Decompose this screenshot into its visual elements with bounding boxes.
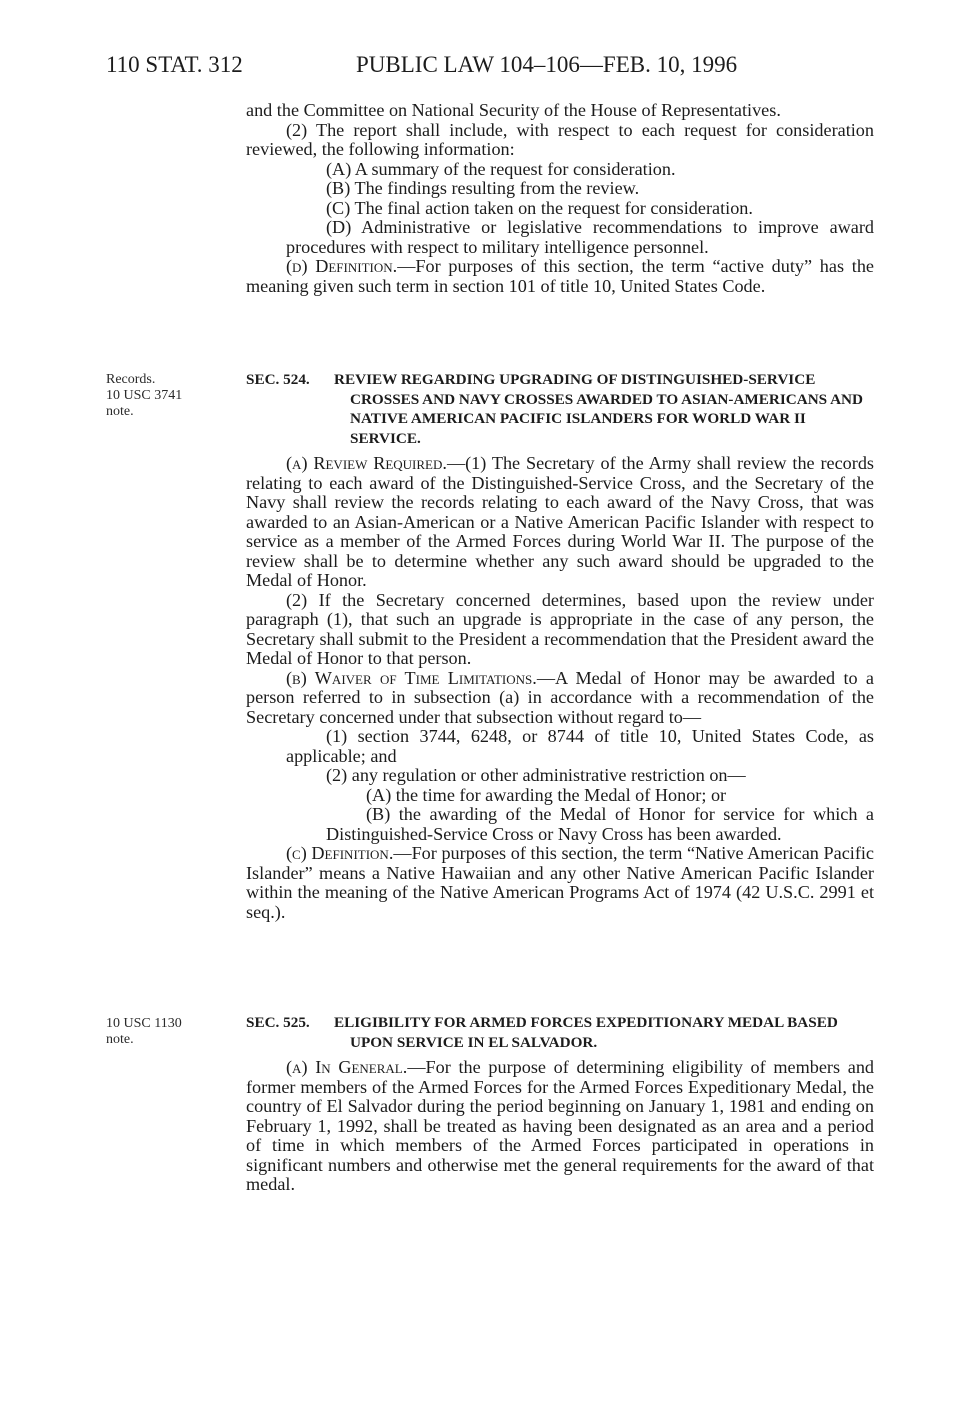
paragraph <box>246 454 874 591</box>
list-item: (D) Administrative or legislative recommendations to improve award procedures with respect to military intelligence personnel. <box>286 217 874 257</box>
margin-note-line: note. <box>106 404 134 419</box>
list-item: (1) section 3744, 6248, or 8744 of title 10, United States Code, as applicable; and <box>286 726 874 766</box>
definition-paragraph <box>246 257 874 296</box>
section-heading-525 <box>246 1013 874 1052</box>
subsection-heading: (a) Review Required. <box>286 453 447 473</box>
list-item: (2) any regulation or other administrative restriction on— <box>326 765 746 785</box>
margin-note-line: note. <box>106 1032 134 1047</box>
list-item: (C) The final action taken on the request for consideration. <box>326 197 753 218</box>
section-title: REVIEW REGARDING UPGRADING OF DISTINGUISHED-SERVICE CROSSES AND NAVY CROSSES AWARDED TO ASIAN-AMERICANS AND NATIVE AMERICAN PACIFIC ISLANDERS FOR WORLD WAR II SERVICE. <box>334 371 863 447</box>
margin-note-sec524 <box>106 372 216 420</box>
paragraph-text: —A Medal of Honor may be awarded to a person referred to in subsection (a) in accordance with a recommendation of the Secretary concerned under that subsection without regard to— <box>246 667 874 727</box>
subsection-heading: (d) Definition. <box>286 256 398 276</box>
paragraph <box>246 1058 874 1195</box>
margin-note-line: 10 USC 1130 <box>106 1016 182 1031</box>
page-header <box>106 52 766 82</box>
section-524-body <box>246 454 874 922</box>
list-item: (A) the time for awarding the Medal of Honor; or <box>366 784 727 805</box>
paragraph <box>246 669 874 728</box>
section-title: ELIGIBILITY FOR ARMED FORCES EXPEDITIONARY MEDAL BASED UPON SERVICE IN EL SALVADOR. <box>334 1014 838 1051</box>
section-525-body <box>246 1058 874 1195</box>
paragraph-text: —For purposes of this section, the term “Native American Pacific Islander” means a Native Hawaiian and any other Native American Pacific Islander within the meaning of the Native American Programs Act of 1974 (42 U.S.C. 2991 et seq.). <box>246 843 874 922</box>
paragraph: (2) The report shall include, with respect to each request for consideration reviewed, the following information: <box>246 119 874 159</box>
paragraph-text: —For purposes of this section, the term “active duty” has the meaning given such term in section 101 of title 10, United States Code. <box>246 256 875 296</box>
paragraph-text: —(1) The Secretary of the Army shall review the records relating to each award of the Distinguished-Service Cross, and the Secretary of the Navy shall review the records relating to each award of the Navy Cross, that was awarded to an Asian-American or a Native American Pacific Islander with respect to service as a member of the Armed Forces during World War II. The purpose of the review shall be to determine whether any such award should be upgraded to the Medal of Honor. <box>246 453 874 590</box>
list-item: (A) A summary of the request for consideration. <box>326 158 676 179</box>
section-heading-524 <box>246 370 874 448</box>
paragraph: and the Committee on National Security of the House of Representatives. <box>246 100 781 120</box>
margin-note-line: Records. <box>106 372 156 387</box>
section-number: SEC. 525. <box>246 1014 310 1031</box>
subsection-heading: (b) Waiver of Time Limitations. <box>286 667 537 688</box>
list-item: (B) the awarding of the Medal of Honor for service for which a Distinguished-Service Cross or Navy Cross has been awarded. <box>326 804 874 844</box>
margin-note-line: 10 USC 3741 <box>106 388 183 403</box>
section-continuation <box>246 101 874 296</box>
subsection-heading: (a) In General. <box>286 1057 408 1077</box>
paragraph-text: —For the purpose of determining eligibility of members and former members of the Armed Forces for the Armed Forces Expeditionary Medal, the country of El Salvador during the period beginning on January 1, 1981 and ending on February 1, 1992, shall be treated as having been designated as an area and a period of time in which members of the Armed Forces participated in operations in significant numbers and otherwise met the general requirements for the award of that medal. <box>246 1057 875 1194</box>
list-item: (B) The findings resulting from the review. <box>326 178 640 198</box>
paragraph <box>246 844 874 922</box>
public-law-title: PUBLIC LAW 104–106—FEB. 10, 1996 <box>356 52 738 77</box>
stat-citation: 110 STAT. 312 <box>106 52 243 77</box>
margin-note-sec525 <box>106 1016 216 1048</box>
section-number: SEC. 524. <box>246 371 310 388</box>
subsection-heading: (c) Definition. <box>286 843 394 863</box>
paragraph: (2) If the Secretary concerned determines, based upon the review under paragraph (1), that such an upgrade is appropriate in the case of any person, the Secretary shall submit to the President a recommendation that the President award the Medal of Honor to that person. <box>246 589 874 668</box>
